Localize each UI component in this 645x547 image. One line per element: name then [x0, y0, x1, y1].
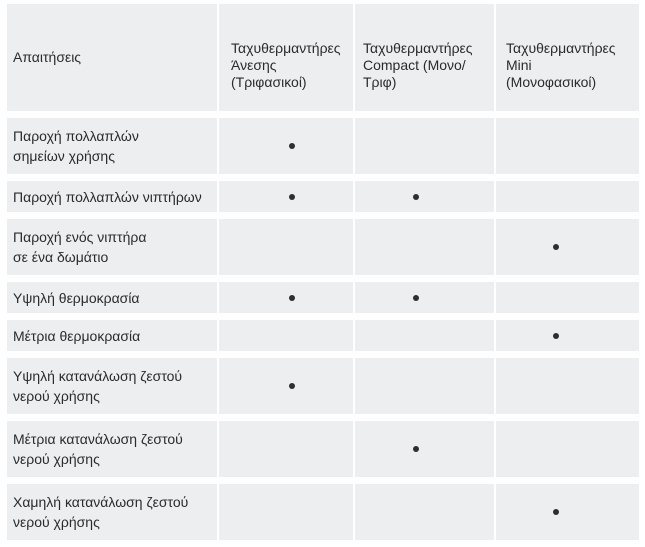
- header-col1-line: Ταχυθερμαντήρες: [231, 40, 341, 56]
- table-body: [7, 118, 639, 547]
- check-cell: [219, 282, 355, 313]
- header-col1-line: (Τριφασικοί): [231, 74, 307, 90]
- requirement-label-line: Υψηλή κατανάλωση ζεστού: [13, 368, 183, 384]
- check-cell: [496, 282, 639, 313]
- check-cell: [496, 219, 639, 275]
- check-cell: [219, 484, 355, 540]
- header-col1-line: Άνεσης: [231, 57, 277, 73]
- table-row: [7, 358, 639, 414]
- requirement-label: [13, 126, 139, 166]
- requirement-cell: [7, 358, 219, 414]
- bullet-icon: [289, 295, 295, 301]
- requirement-label-line: νερού χρήσης: [13, 514, 100, 530]
- bullet-icon: [289, 383, 295, 389]
- requirement-label: [13, 227, 146, 267]
- requirement-cell: [7, 118, 219, 174]
- header-requirements-label: Απαιτήσεις: [13, 49, 82, 65]
- requirement-label: [13, 187, 202, 207]
- requirement-label-line: Παροχή πολλαπλών νιπτήρων: [13, 188, 202, 205]
- check-cell: [355, 118, 496, 174]
- check-cell: [355, 358, 496, 414]
- requirement-label-line: νερού χρήσης: [13, 451, 100, 467]
- requirement-label-line: Υψηλή θερμοκρασία: [13, 289, 140, 306]
- table-row: [7, 421, 639, 477]
- comparison-table: [7, 4, 639, 547]
- header-col2-line: Compact (Μονο/: [363, 57, 466, 73]
- check-cell: [355, 484, 496, 540]
- requirement-label-line: Παροχή ενός νιπτήρα: [13, 229, 147, 245]
- table-row: [7, 484, 639, 540]
- header-col2-line: Τριφ): [363, 74, 397, 90]
- requirement-label-line: Μέτρια θερμοκρασία: [13, 327, 141, 344]
- requirement-label: [13, 492, 188, 532]
- header-compact-heaters: [355, 4, 496, 111]
- check-cell: [355, 282, 496, 313]
- requirement-label-line: σημείων χρήσης: [13, 148, 115, 164]
- bullet-icon: [413, 295, 419, 301]
- bullet-icon: [289, 143, 295, 149]
- requirement-label: [13, 429, 183, 469]
- check-cell: [496, 118, 639, 174]
- table-row: [7, 320, 639, 351]
- requirement-label-line: νερού χρήσης: [13, 388, 100, 404]
- bullet-icon: [413, 446, 419, 452]
- header-col3-line: Mini: [506, 57, 532, 73]
- requirement-label: [13, 366, 182, 406]
- bullet-icon: [553, 244, 559, 250]
- requirement-label-line: σε ένα δωμάτιο: [13, 249, 109, 265]
- check-cell: [496, 320, 639, 351]
- check-cell: [355, 219, 496, 275]
- check-cell: [219, 181, 355, 212]
- check-cell: [219, 320, 355, 351]
- header-requirements: [7, 4, 219, 111]
- check-cell: [496, 421, 639, 477]
- requirement-cell: [7, 484, 219, 540]
- header-mini-heaters: [496, 4, 639, 111]
- header-col3-line: (Μονοφασικοί): [506, 74, 597, 90]
- requirement-cell: [7, 320, 219, 351]
- check-cell: [355, 421, 496, 477]
- table-header: [7, 4, 639, 111]
- requirement-label-line: Παροχή πολλαπλών: [13, 128, 139, 144]
- requirement-label-line: Χαμηλή κατανάλωση ζεστού: [13, 494, 189, 510]
- requirement-cell: [7, 219, 219, 275]
- check-cell: [496, 358, 639, 414]
- header-col3-line: Ταχυθερμαντήρες: [506, 40, 616, 56]
- bullet-icon: [553, 509, 559, 515]
- check-cell: [219, 118, 355, 174]
- table-row: [7, 181, 639, 212]
- check-cell: [496, 484, 639, 540]
- requirement-label: [13, 288, 140, 308]
- check-cell: [219, 358, 355, 414]
- requirement-cell: [7, 181, 219, 212]
- check-cell: [219, 421, 355, 477]
- table-row: [7, 118, 639, 174]
- requirement-label: [13, 326, 140, 346]
- table-row: [7, 282, 639, 313]
- check-cell: [355, 320, 496, 351]
- bullet-icon: [289, 194, 295, 200]
- header-col2-line: Ταχυθερμαντήρες: [363, 40, 473, 56]
- bullet-icon: [413, 194, 419, 200]
- header-comfort-heaters: [219, 4, 355, 111]
- table-row: [7, 219, 639, 275]
- bullet-icon: [553, 333, 559, 339]
- check-cell: [219, 219, 355, 275]
- check-cell: [496, 181, 639, 212]
- requirement-cell: [7, 421, 219, 477]
- requirement-label-line: Μέτρια κατανάλωση ζεστού: [13, 431, 183, 447]
- check-cell: [355, 181, 496, 212]
- requirement-cell: [7, 282, 219, 313]
